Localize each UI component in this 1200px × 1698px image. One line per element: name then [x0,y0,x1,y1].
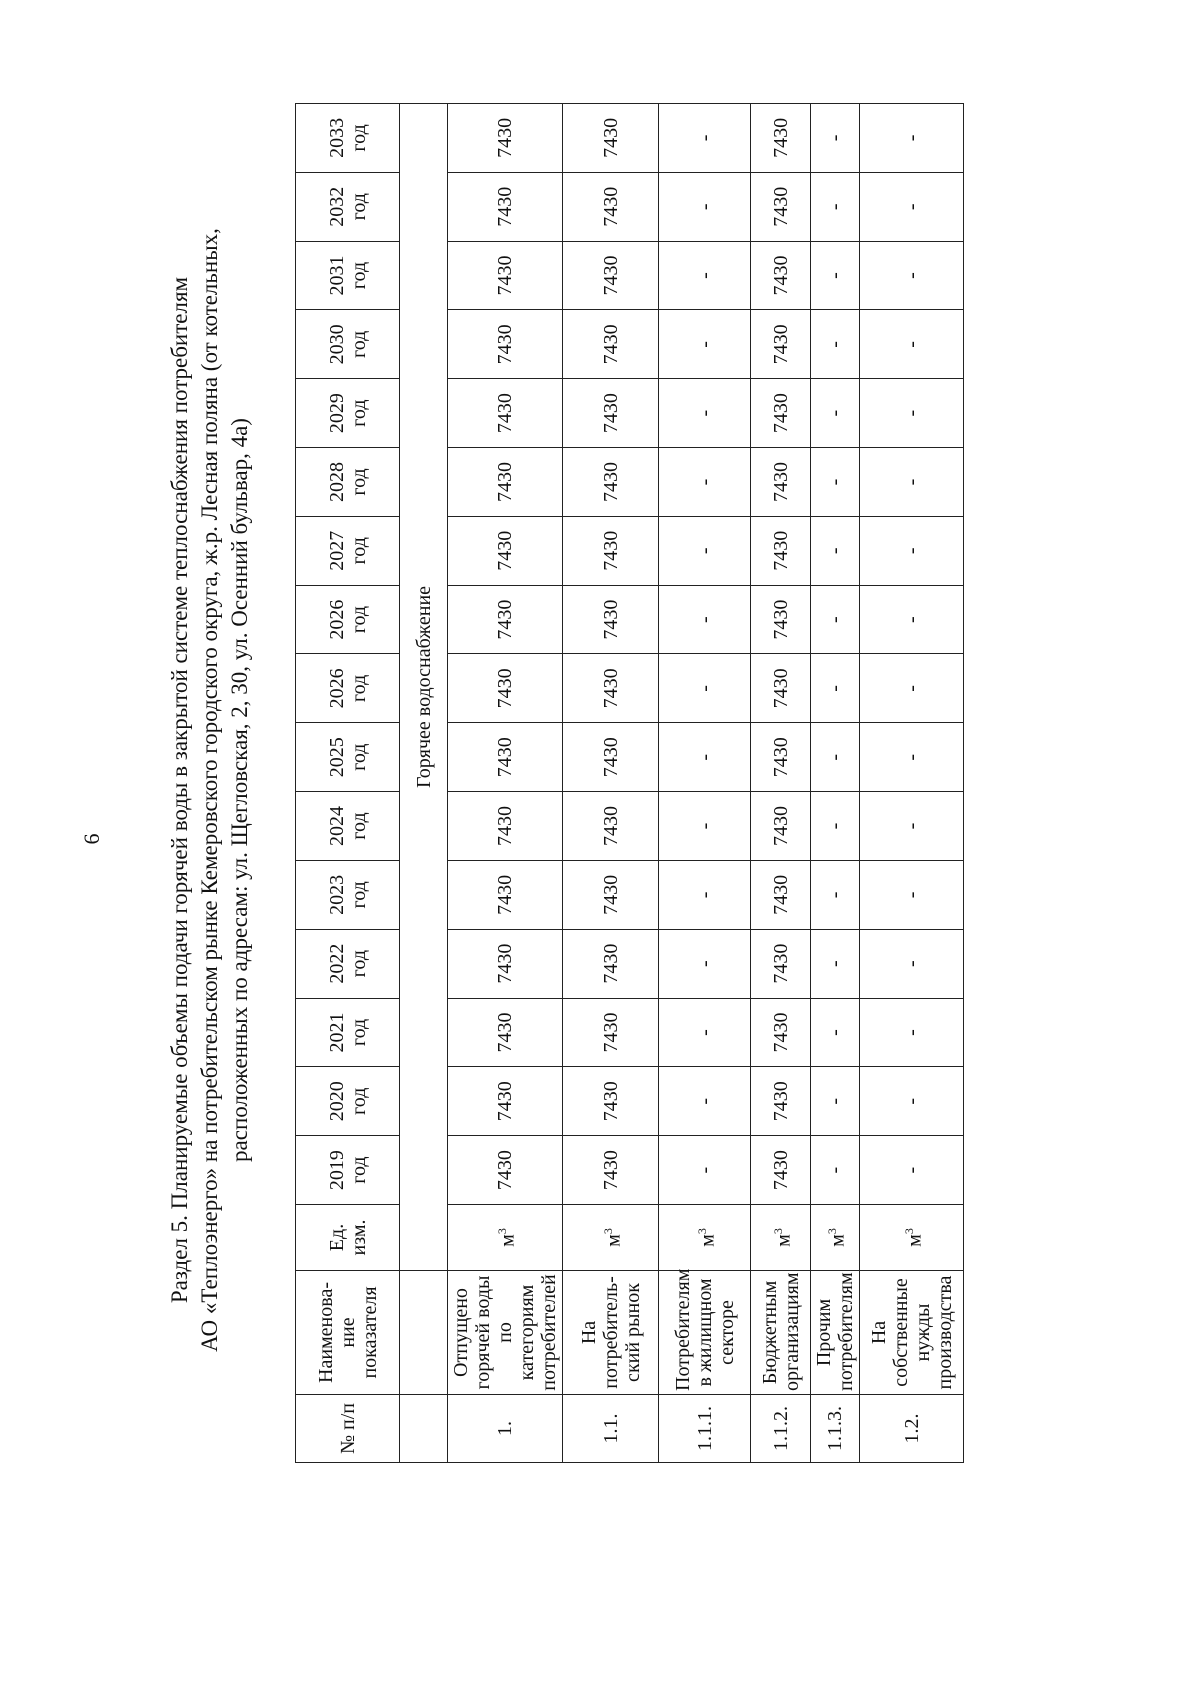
value-cell: 7430 [448,104,563,173]
value-cell: 7430 [448,310,563,379]
value-cell: - [811,654,860,723]
unit-superscript: 3 [600,1228,615,1235]
header-year: 2024 год [296,792,400,861]
value-cell: 7430 [751,1067,811,1136]
row-number: 1.1.3. [811,1395,860,1463]
header-year: 2022 год [296,929,400,998]
row-number: 1. [448,1395,563,1463]
value-cell: - [659,241,751,310]
value-cell: - [659,104,751,173]
value-cell: 7430 [448,448,563,517]
unit-text: м [696,1234,719,1247]
value-cell: - [659,516,751,585]
value-cell: 7430 [751,929,811,998]
value-cell: 7430 [563,516,659,585]
table-header-row [296,104,400,1463]
value-cell: - [860,104,964,173]
value-cell: - [659,860,751,929]
value-cell: - [811,1067,860,1136]
header-year: 2021 год [296,998,400,1067]
row-unit [811,1205,860,1271]
unit-text: м [826,1234,849,1247]
title-line-2: АО «Теплоэнерго» на потребительском рынке Кемеровского городского округа, ж.р. Лесная поляна (от котельных, [197,228,222,1352]
header-year: 2032 год [296,172,400,241]
header-year: 2033 год [296,104,400,173]
value-cell: - [811,1136,860,1205]
value-cell: 7430 [448,792,563,861]
value-cell: - [860,929,964,998]
value-cell: - [860,310,964,379]
value-cell: 7430 [563,585,659,654]
title-line-1: Раздел 5. Планируемые объемы подачи горячей воды в закрытой системе теплоснабжения потребителям [167,276,192,1304]
row-indicator-name: Бюджетным организациям [751,1271,811,1395]
value-cell: 7430 [563,998,659,1067]
value-cell: 7430 [448,1067,563,1136]
value-cell: - [860,792,964,861]
value-cell: - [860,516,964,585]
row-number: 1.1. [563,1395,659,1463]
header-indicator-name: Наименова-ние показателя [296,1271,400,1395]
header-year: 2026 год [296,585,400,654]
value-cell: 7430 [563,172,659,241]
value-cell: - [860,998,964,1067]
value-cell: 7430 [751,241,811,310]
value-cell: 7430 [448,172,563,241]
value-cell: 7430 [563,448,659,517]
unit-superscript: 3 [825,1228,840,1235]
header-year: 2031 год [296,241,400,310]
header-year: 2026 год [296,654,400,723]
unit-superscript: 3 [901,1228,916,1235]
value-cell: 7430 [448,723,563,792]
value-cell: - [659,654,751,723]
row-unit [860,1205,964,1271]
header-unit: Ед. изм. [296,1205,400,1271]
row-indicator-name: Отпущено горячей воды по категориям потребителей [448,1271,563,1395]
value-cell: 7430 [751,792,811,861]
value-cell: 7430 [751,654,811,723]
header-year: 2019 год [296,1136,400,1205]
value-cell: - [811,723,860,792]
header-year: 2020 год [296,1067,400,1136]
value-cell: - [659,1067,751,1136]
row-unit [659,1205,751,1271]
table-row [659,104,751,1463]
value-cell: - [860,241,964,310]
value-cell: 7430 [448,860,563,929]
unit-text: м [772,1234,795,1247]
value-cell: - [659,585,751,654]
table-row [448,104,563,1463]
value-cell: - [659,998,751,1067]
value-cell: - [811,172,860,241]
unit-superscript: 3 [495,1228,510,1235]
header-year: 2028 год [296,448,400,517]
value-cell: - [811,929,860,998]
value-cell: 7430 [751,172,811,241]
value-cell: 7430 [751,998,811,1067]
value-cell: 7430 [751,1136,811,1205]
value-cell: 7430 [448,516,563,585]
row-indicator-name: На собственные нужды производства [860,1271,964,1395]
unit-text: м [496,1234,519,1247]
hot-water-volume-table [295,103,964,1463]
value-cell: 7430 [751,516,811,585]
value-cell: - [860,654,964,723]
value-cell: 7430 [448,379,563,448]
value-cell: - [811,104,860,173]
value-cell: 7430 [448,654,563,723]
section-cell-name [400,1271,448,1395]
rotated-content [165,85,1035,1495]
value-cell: 7430 [448,241,563,310]
value-cell: 7430 [448,1136,563,1205]
value-cell: 7430 [563,310,659,379]
value-cell: 7430 [751,104,811,173]
value-cell: 7430 [751,310,811,379]
value-cell: 7430 [751,448,811,517]
value-cell: 7430 [751,379,811,448]
row-number: 1.2. [860,1395,964,1463]
value-cell: - [860,860,964,929]
value-cell: - [811,860,860,929]
value-cell: 7430 [448,998,563,1067]
value-cell: 7430 [563,860,659,929]
value-cell: - [659,929,751,998]
value-cell: - [811,379,860,448]
value-cell: - [811,516,860,585]
value-cell: - [860,172,964,241]
value-cell: 7430 [563,792,659,861]
value-cell: 7430 [751,723,811,792]
value-cell: - [811,998,860,1067]
table-row [811,104,860,1463]
value-cell: - [860,1067,964,1136]
value-cell: - [860,585,964,654]
value-cell: 7430 [448,929,563,998]
header-year: 2029 год [296,379,400,448]
row-unit [563,1205,659,1271]
unit-superscript: 3 [694,1228,709,1235]
header-year: 2023 год [296,860,400,929]
row-number: 1.1.2. [751,1395,811,1463]
value-cell: - [659,448,751,517]
value-cell: - [811,310,860,379]
header-year: 2030 год [296,310,400,379]
row-indicator-name: Потребителям в жилищном секторе [659,1271,751,1395]
section-cell-number [400,1395,448,1463]
value-cell: - [811,792,860,861]
unit-text: м [602,1234,625,1247]
value-cell: 7430 [751,860,811,929]
value-cell: - [659,792,751,861]
value-cell: 7430 [448,585,563,654]
header-year: 2027 год [296,516,400,585]
value-cell: - [860,1136,964,1205]
row-indicator-name: Прочим потребителям [811,1271,860,1395]
value-cell: 7430 [563,1067,659,1136]
value-cell: 7430 [563,723,659,792]
value-cell: 7430 [563,654,659,723]
value-cell: - [860,723,964,792]
value-cell: - [860,448,964,517]
value-cell: 7430 [563,929,659,998]
value-cell: - [811,448,860,517]
value-cell: 7430 [563,379,659,448]
row-number: 1.1.1. [659,1395,751,1463]
table-row [860,104,964,1463]
value-cell: - [659,172,751,241]
value-cell: 7430 [563,241,659,310]
row-unit [751,1205,811,1271]
unit-text: м [903,1234,926,1247]
row-unit [448,1205,563,1271]
section-label: Горячее водоснабжение [400,104,448,1271]
table-row [563,104,659,1463]
section-row [400,104,448,1463]
value-cell: - [860,379,964,448]
value-cell: - [659,1136,751,1205]
unit-superscript: 3 [770,1228,785,1235]
page-number: 6 [79,833,104,845]
value-cell: - [811,241,860,310]
title-line-3: расположенных по адресам: ул. Щегловская, 2, 30, ул. Осенний бульвар, 4а) [227,418,252,1162]
section-title [165,85,255,1495]
value-cell: - [659,379,751,448]
value-cell: 7430 [563,1136,659,1205]
table-row [751,104,811,1463]
header-number: № п/п [296,1395,400,1463]
value-cell: - [659,310,751,379]
value-cell: - [811,585,860,654]
value-cell: 7430 [751,585,811,654]
header-year: 2025 год [296,723,400,792]
value-cell: - [659,723,751,792]
row-indicator-name: На потребитель-ский рынок [563,1271,659,1395]
value-cell: 7430 [563,104,659,173]
